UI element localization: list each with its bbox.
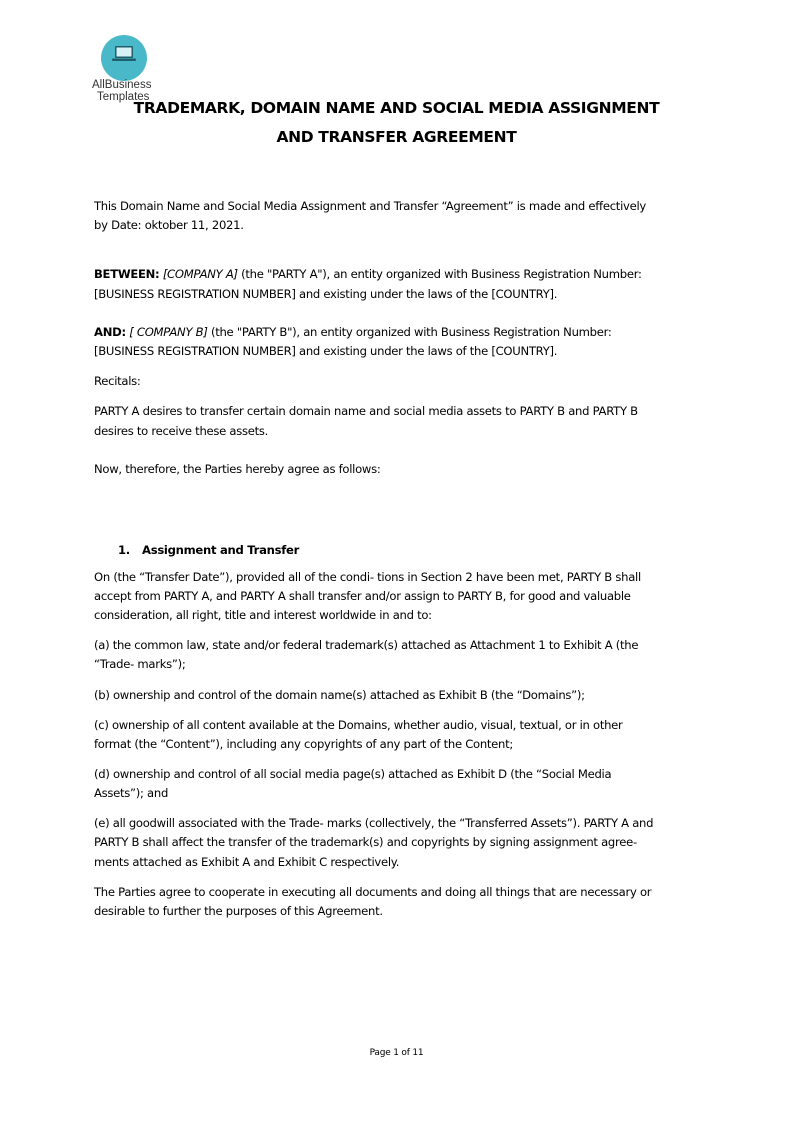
item-c-line: format (the “Content”), including any copyrights of any part of the Content;: [94, 737, 513, 751]
between-line1: [94, 265, 694, 284]
item-e-line: ments attached as Exhibit A and Exhibit C respectively.: [94, 855, 400, 869]
between-label: BETWEEN:: [94, 267, 160, 281]
and-line1: [94, 323, 694, 342]
section-1-title: Assignment and Transfer: [142, 543, 300, 557]
party-b-company: [ COMPANY B]: [129, 325, 208, 339]
intro-line2: by Date: oktober 11, 2021.: [94, 218, 244, 232]
closing-line: desirable to further the purposes of this Agreement.: [94, 904, 383, 918]
logo-line2: Templates: [97, 91, 150, 103]
logo-line1: AllBusiness: [92, 79, 152, 91]
page-number: Page 1 of 11: [369, 1048, 424, 1058]
and-line2: [BUSINESS REGISTRATION NUMBER] and existing under the laws of the [COUNTRY].: [94, 344, 558, 358]
item-d-line: Assets”); and: [94, 786, 169, 800]
and-line1-rest: (the "PARTY B"), an entity organized with Business Registration Number:: [207, 325, 612, 339]
item-c-line: (c) ownership of all content available at the Domains, whether audio, visual, textual, or in other: [94, 718, 623, 732]
item-e-line: PARTY B shall affect the transfer of the trademark(s) and copyrights by signing assignment agree-: [94, 835, 637, 849]
document-title-line2: AND TRANSFER AGREEMENT: [276, 128, 517, 146]
agree-line: Now, therefore, the Parties hereby agree as follows:: [94, 462, 381, 476]
item-b-line: (b) ownership and control of the domain name(s) attached as Exhibit B (the “Domains”);: [94, 688, 585, 702]
item-a-line: (a) the common law, state and/or federal trademark(s) attached as Attachment 1 to Exhibit A (the: [94, 638, 639, 652]
item-a-line: “Trade- marks”);: [94, 657, 186, 671]
logo-badge: [101, 35, 147, 81]
section-1-para-line: consideration, all right, title and interest worldwide in and to:: [94, 608, 432, 622]
recitals-line2: desires to receive these assets.: [94, 424, 269, 438]
document-title-line1: TRADEMARK, DOMAIN NAME AND SOCIAL MEDIA ASSIGNMENT: [133, 99, 660, 117]
and-label: AND:: [94, 325, 126, 339]
section-1-para-line: accept from PARTY A, and PARTY A shall transfer and/or assign to PARTY B, for good and valuable: [94, 589, 631, 603]
item-e-line: (e) all goodwill associated with the Trade- marks (collectively, the “Transferred Assets”). PARTY A and: [94, 816, 654, 830]
recitals-label: Recitals:: [94, 374, 141, 388]
section-1-para-line: On (the “Transfer Date”), provided all of the condi- tions in Section 2 have been met, PARTY B shall: [94, 570, 641, 584]
closing-line: The Parties agree to cooperate in executing all documents and doing all things that are necessary or: [94, 885, 652, 899]
item-d-line: (d) ownership and control of all social media page(s) attached as Exhibit D (the “Social Media: [94, 767, 612, 781]
laptop-icon: [112, 45, 136, 62]
section-1-heading: [118, 541, 299, 560]
recitals-line1: PARTY A desires to transfer certain domain name and social media assets to PARTY B and PARTY B: [94, 404, 638, 418]
between-line1-rest: (the "PARTY A"), an entity organized with Business Registration Number:: [237, 267, 642, 281]
party-a-company: [COMPANY A]: [162, 267, 238, 281]
between-line2: [BUSINESS REGISTRATION NUMBER] and existing under the laws of the [COUNTRY].: [94, 287, 558, 301]
section-1-number: 1.: [118, 543, 130, 557]
intro-line1: This Domain Name and Social Media Assignment and Transfer “Agreement” is made and effectively: [94, 199, 646, 213]
